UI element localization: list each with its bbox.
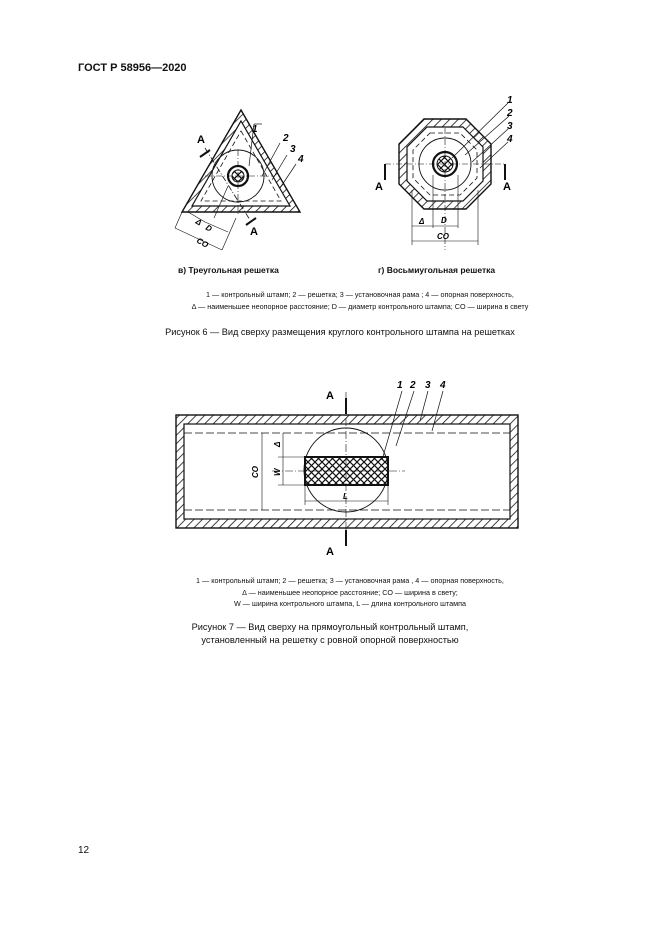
tri-dim-d: D [204,222,214,234]
tri-dim-delta: Δ [194,216,204,228]
document-header: ГОСТ Р 58956—2020 [78,62,187,74]
oct-label-4: 4 [507,134,513,145]
rectangular-grid-drawing [176,391,518,546]
oct-dim-d: D [441,216,447,225]
tri-section-a-top: А [197,134,205,146]
rect-dim-l: L [343,492,348,501]
tri-label-2: 2 [283,133,289,144]
rect-section-a-top: А [326,390,334,402]
figure7-caption-line: Рисунок 7 — Вид сверху на прямоугольный контрольный штамп, [191,622,469,632]
tri-label-3: 3 [290,144,296,155]
figure7-caption [100,621,560,647]
figure6-legend [90,289,630,312]
oct-section-a-right: А [503,181,511,193]
oct-dim-delta: Δ [419,217,425,226]
rect-label-4: 4 [440,380,446,391]
figure6-legend-line: Δ — наименьшее неопорное расстояние; D — диаметр контрольного штампа; CO — ширина в свету [191,301,529,311]
rect-dim-w: W [273,468,282,476]
tri-label-1: 1 [252,124,258,135]
tri-section-a-bottom: А [250,226,258,238]
oct-dim-co: CO [437,232,449,241]
octagon-grid-drawing [385,103,509,250]
figure7-legend-line: W — ширина контрольного штампа, L — длина контрольного штампа [234,599,466,608]
rect-label-2: 2 [410,380,416,391]
figure6-legend-line: 1 — контрольный штамп; 2 — решетка; 3 — установочная рама ; 4 — опорная поверхность, [206,290,514,299]
figure7-legend-line: 1 — контрольный штамп; 2 — решетка; 3 — установочная рама , 4 — опорная поверхность, [196,576,504,585]
figure6-subcaption-octagon: г) Восьмиугольная решетка [378,265,496,275]
figure6-caption: Рисунок 6 — Вид сверху размещения круглого контрольного штампа на решетках [165,327,515,337]
triangle-grid-drawing [175,110,300,250]
oct-label-1: 1 [507,95,513,106]
figure7-caption-line: установленный на решетку с ровной опорной поверхностью [201,635,459,645]
tri-dim-co: CO [195,235,210,250]
oct-label-3: 3 [507,121,513,132]
triangle-inner-frame [192,121,290,206]
page-number: 12 [78,845,90,856]
figure7-legend [90,575,610,610]
oct-section-a-left: А [375,181,383,193]
tri-label-4: 4 [298,154,304,165]
oct-label-2: 2 [507,108,513,119]
rect-label-3: 3 [425,380,431,391]
figure7-legend-line: Δ — наименьшее неопорное расстояние; CO — ширина в свету; [242,587,458,597]
figure6-subcaption-triangle: в) Треугольная решетка [178,265,279,275]
rect-label-1: 1 [397,380,403,391]
rect-dim-delta: Δ [273,441,282,447]
rect-section-a-bottom: А [326,546,334,558]
rect-dim-co: CO [251,466,260,478]
